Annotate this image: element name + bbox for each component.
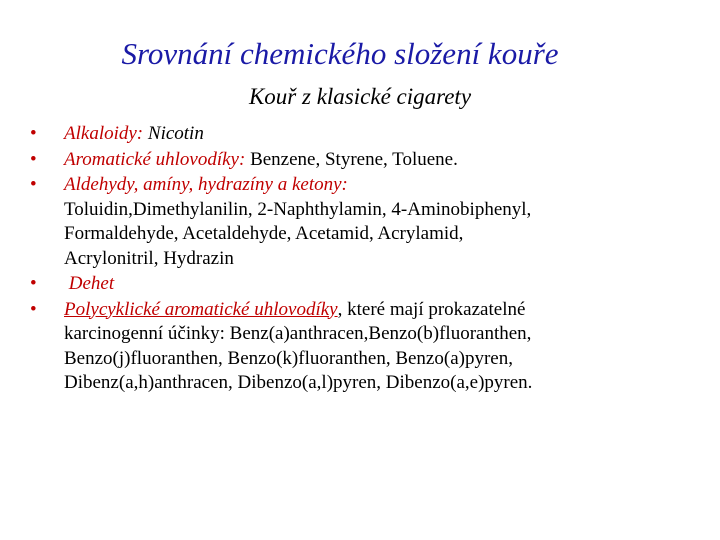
bullet-label: Dehet — [64, 273, 115, 294]
bullet-text: , které mají prokazatelné — [337, 298, 526, 320]
bullet-label: Aldehydy, amíny, hydrazíny a ketony: — [64, 174, 348, 195]
bullet-icon: • — [30, 123, 37, 144]
bullet-text: Benzene, Styrene, Toluene. — [245, 148, 458, 170]
bullet-list — [30, 122, 700, 397]
bullet-item-aldehydes — [30, 173, 700, 271]
bullet-text-line: Acrylonitril, Hydrazin — [64, 247, 234, 269]
slide-title: Srovnání chemického složení kouře — [121, 36, 559, 71]
bullet-label: Polycyklické aromatické uhlovodíky — [64, 298, 338, 320]
bullet-icon: • — [30, 148, 37, 170]
bullet-text-line: karcinogenní účinky: Benz(a)anthracen,Benzo(b)fluoranthen, — [64, 323, 532, 344]
bullet-item-aromatic-hydrocarbons — [30, 148, 700, 173]
bullet-item-polycyclic — [30, 298, 700, 396]
bullet-label: Alkaloidy: — [64, 123, 144, 144]
bullet-text: Nicotin — [143, 123, 204, 144]
bullet-text-line: Benzo(j)fluoranthen, Benzo(k)fluoranthen, Benzo(a)pyren, — [64, 347, 513, 369]
bullet-item-alkaloids — [30, 122, 700, 147]
bullet-text-line: Toluidin,Dimethylanilin, 2-Naphthylamin, 4-Aminobiphenyl, — [64, 198, 532, 220]
slide-subtitle: Kouř z klasické cigarety — [248, 84, 472, 109]
bullet-icon: • — [30, 298, 37, 320]
bullet-text-line: Formaldehyde, Acetaldehyde, Acetamid, Acrylamid, — [64, 223, 464, 244]
bullet-text-line: Dibenz(a,h)anthracen, Dibenzo(a,l)pyren, Dibenzo(a,e)pyren. — [64, 372, 533, 393]
bullet-icon: • — [30, 174, 37, 195]
bullet-label: Aromatické uhlovodíky: — [64, 148, 246, 170]
bullet-item-tar — [30, 272, 700, 297]
bullet-icon: • — [30, 273, 37, 294]
